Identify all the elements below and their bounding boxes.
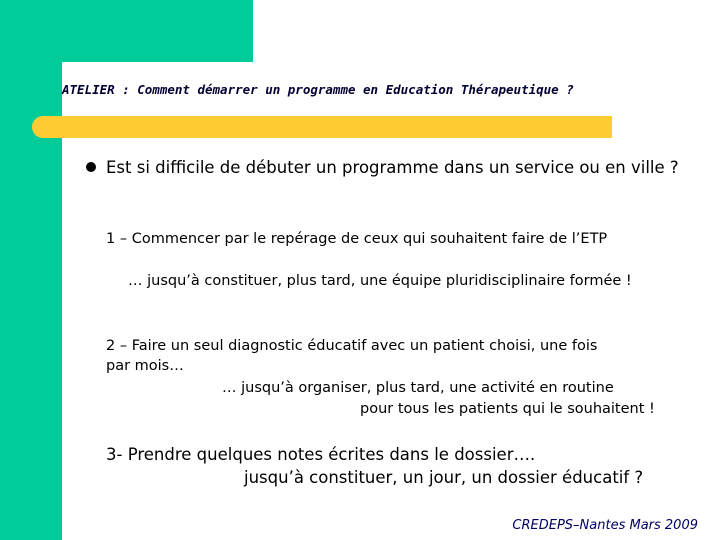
bullet-dot-icon bbox=[86, 162, 96, 172]
item-2-continuation-line2: pour tous les patients qui le souhaitent ! bbox=[360, 401, 655, 417]
slide-title: ATELIER : Comment démarrer un programme en Education Thérapeutique ? bbox=[62, 82, 574, 97]
item-3-main: 3- Prendre quelques notes écrites dans le dossier…. bbox=[106, 445, 536, 464]
yellow-accent-bar bbox=[32, 116, 612, 138]
green-left-strip bbox=[0, 0, 62, 540]
item-2-main-line2: par mois… bbox=[106, 358, 184, 374]
item-1-main: 1 – Commencer par le repérage de ceux qui souhaitent faire de l’ETP bbox=[106, 231, 608, 247]
bullet-question: Est si difficile de débuter un programme dans un service ou en ville ? bbox=[106, 158, 679, 177]
item-3-continuation: jusqu’à constituer, un jour, un dossier éducatif ? bbox=[244, 468, 644, 487]
footer-credit: CREDEPS–Nantes Mars 2009 bbox=[512, 518, 698, 533]
item-2-continuation-line1: … jusqu’à organiser, plus tard, une activité en routine bbox=[222, 380, 614, 396]
item-1-continuation: … jusqu’à constituer, plus tard, une équipe pluridisciplinaire formée ! bbox=[128, 273, 632, 289]
item-2-main-line1: 2 – Faire un seul diagnostic éducatif avec un patient choisi, une fois bbox=[106, 338, 598, 354]
